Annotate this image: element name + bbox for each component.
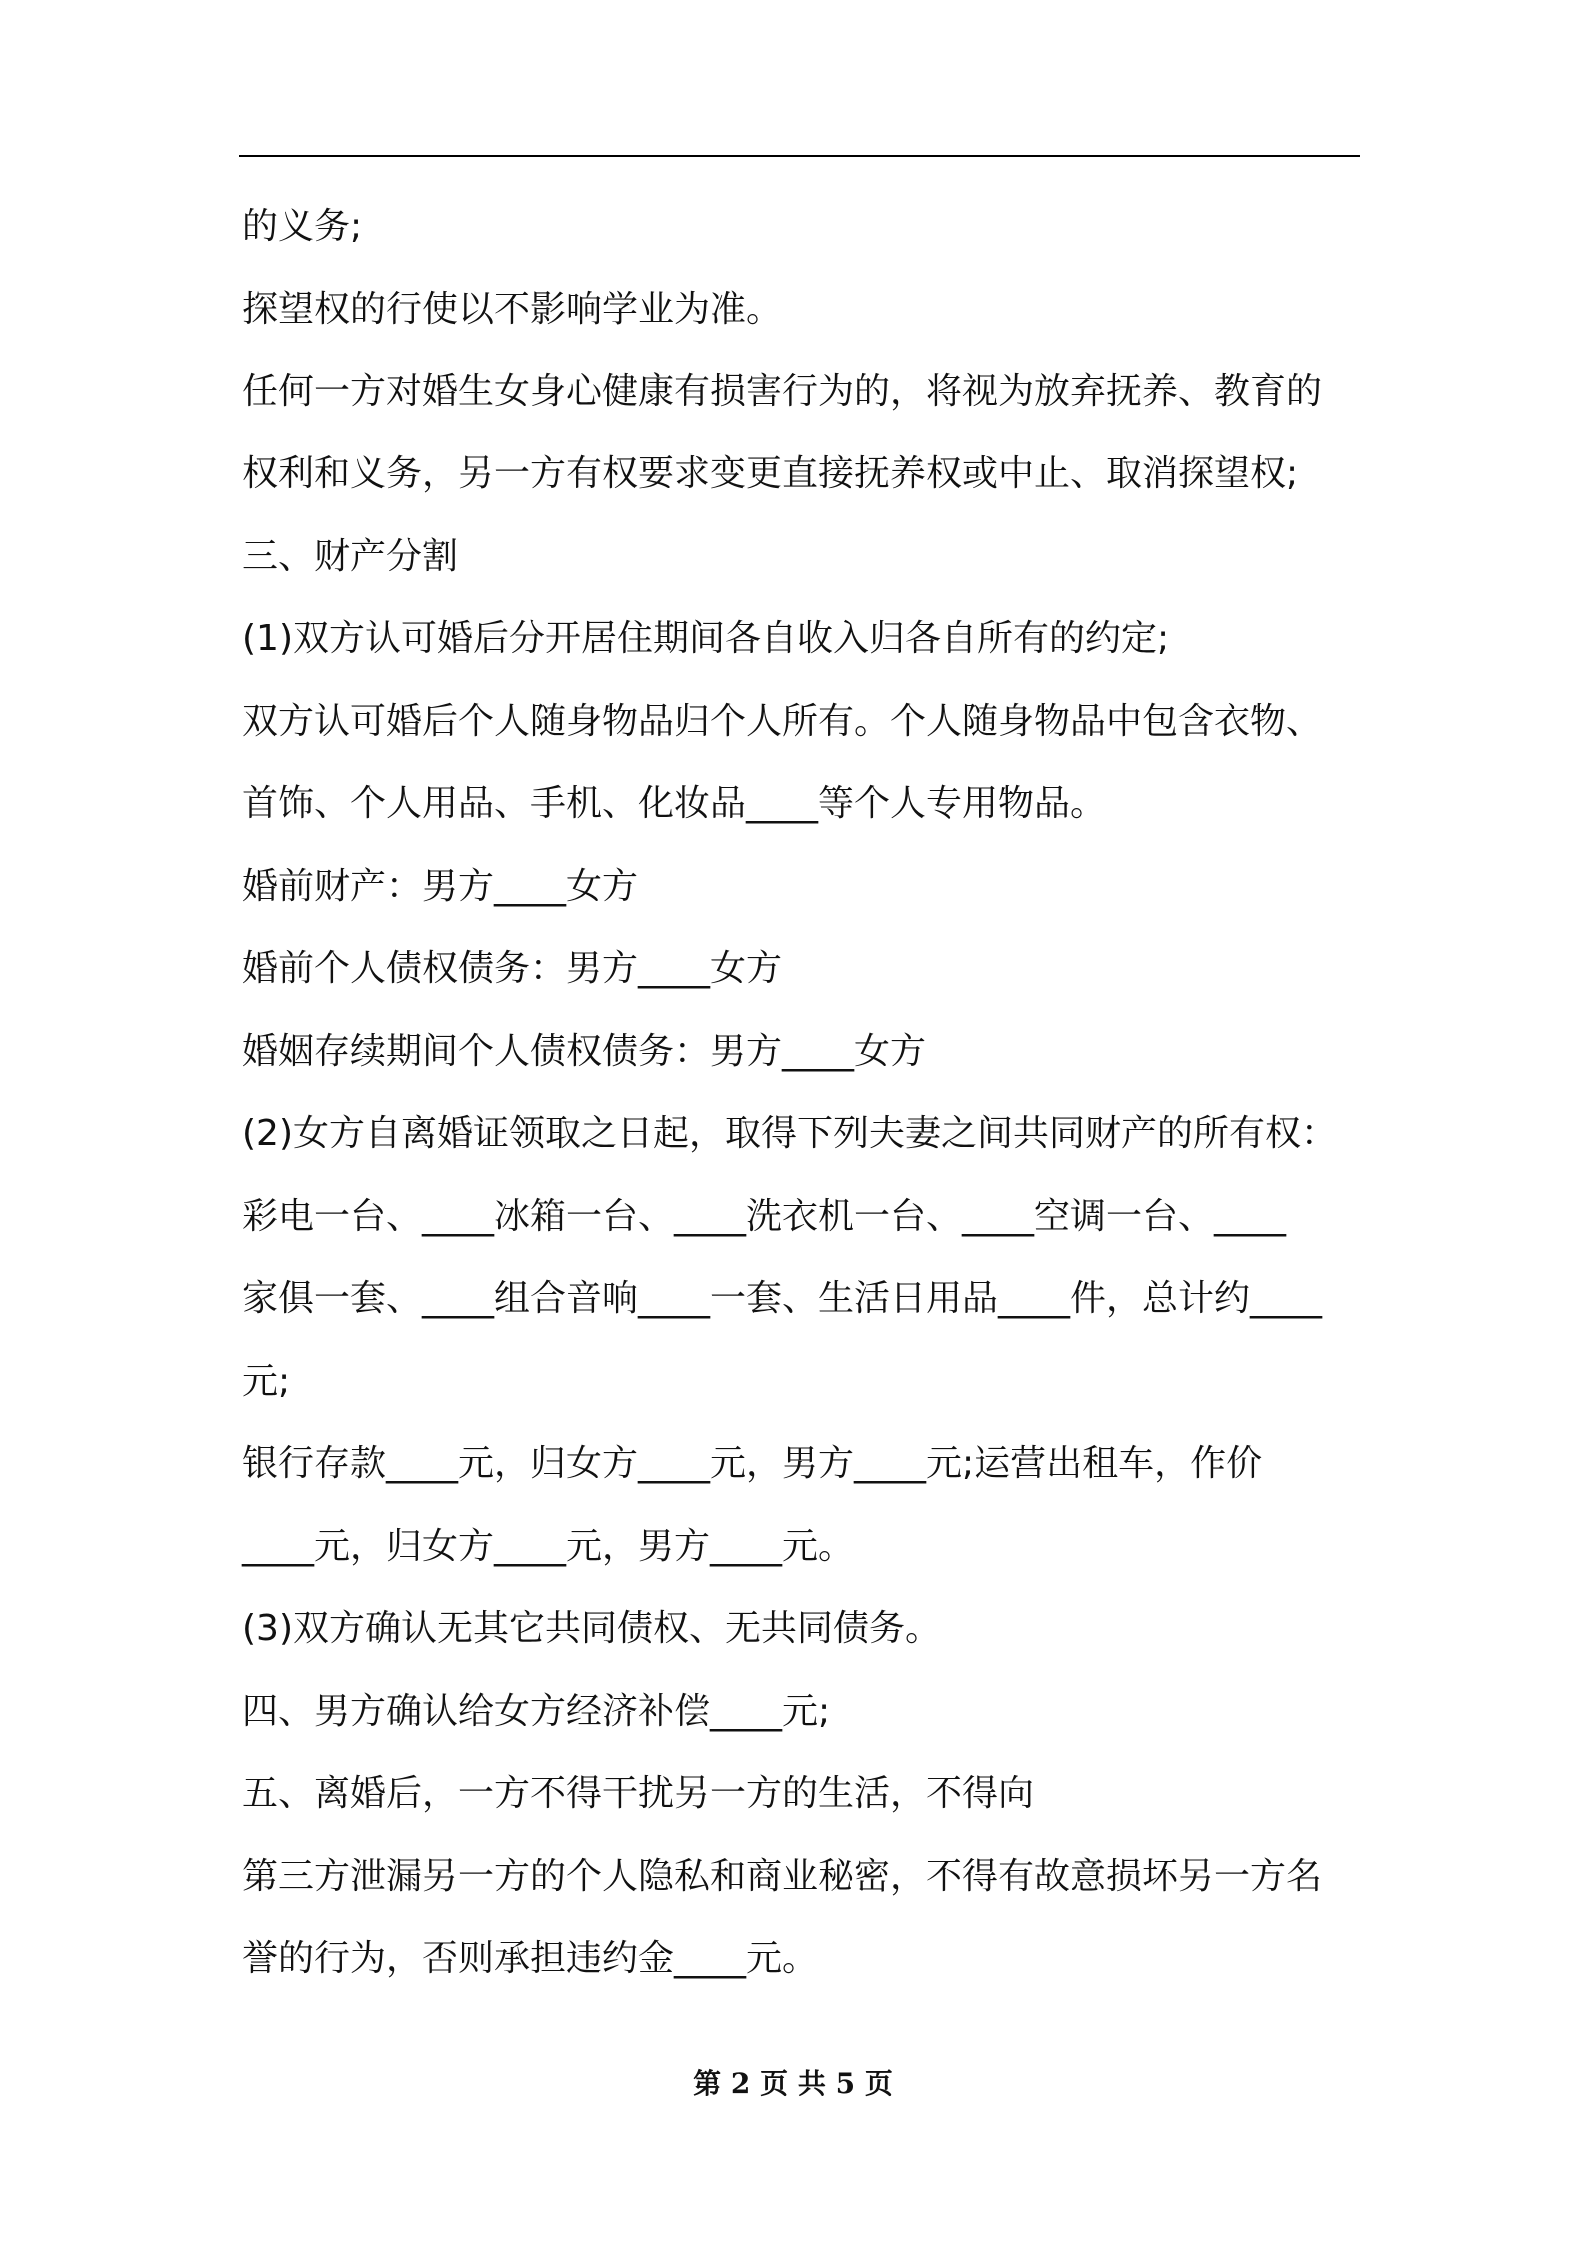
text-line: 元;	[242, 1361, 291, 1402]
header-rule	[239, 155, 1360, 157]
text-line: 婚姻存续期间个人债权债务：男方____女方	[242, 1031, 927, 1072]
text-line: 家俱一套、____组合音响____一套、生活日用品____件，总计约____	[242, 1278, 1323, 1319]
text-line: 彩电一台、____冰箱一台、____洗衣机一台、____空调一台、____	[242, 1196, 1287, 1237]
text-line: 权利和义务，另一方有权要求变更直接抚养权或中止、取消探望权;	[242, 453, 1299, 494]
section-heading: 四、男方确认给女方经济补偿____元;	[242, 1691, 831, 1732]
text-line: 任何一方对婚生女身心健康有损害行为的，将视为放弃抚养、教育的	[242, 371, 1323, 412]
text-line: 探望权的行使以不影响学业为准。	[242, 289, 783, 330]
text-line: 首饰、个人用品、手机、化妆品____等个人专用物品。	[242, 783, 1107, 824]
text-line: 双方认可婚后个人随身物品归个人所有。个人随身物品中包含衣物、	[242, 701, 1323, 742]
text-line: (1)双方认可婚后分开居住期间各自收入归各自所有的约定;	[242, 618, 1170, 659]
section-heading: 三、财产分割	[242, 536, 459, 577]
text-line: 第三方泄漏另一方的个人隐私和商业秘密，不得有故意损坏另一方名	[242, 1856, 1323, 1897]
text-line: 的义务;	[242, 206, 363, 247]
section-heading: 五、离婚后，一方不得干扰另一方的生活，不得向	[242, 1773, 1035, 1814]
text-line: (2)女方自离婚证领取之日起，取得下列夫妻之间共同财产的所有权：	[242, 1113, 1337, 1154]
page-number-footer: 第 2 页 共 5 页	[693, 2067, 893, 2100]
text-line: ____元，归女方____元，男方____元。	[242, 1526, 855, 1567]
text-line: 婚前财产：男方____女方	[242, 866, 639, 907]
text-line: (3)双方确认无其它共同债权、无共同债务。	[242, 1608, 941, 1649]
text-line: 誉的行为，否则承担违约金____元。	[242, 1938, 819, 1979]
text-line: 银行存款____元，归女方____元，男方____元;运营出租车，作价	[242, 1443, 1263, 1484]
text-line: 婚前个人债权债务：男方____女方	[242, 948, 783, 989]
